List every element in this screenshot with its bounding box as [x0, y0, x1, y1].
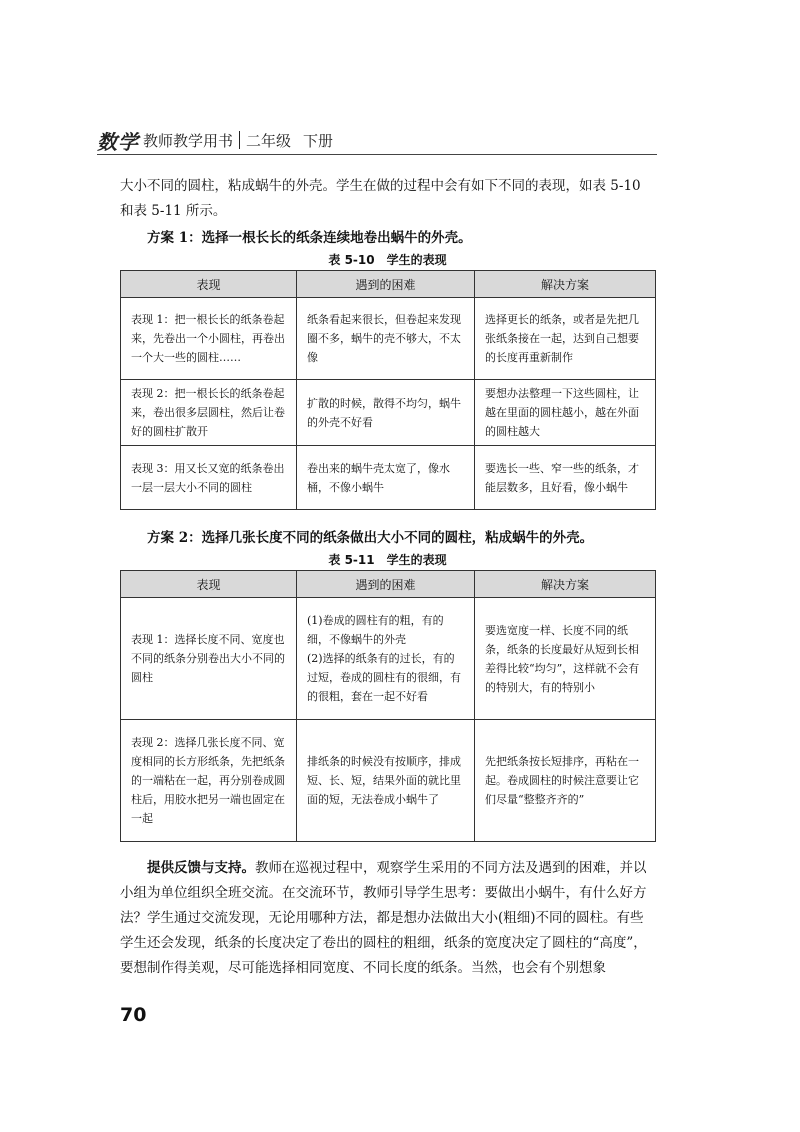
- subject-logo: 数学: [97, 129, 139, 154]
- table-row: [121, 720, 656, 842]
- feedback-text: 教师在巡视过程中，观察学生采用的不同方法及遇到的困难，并以小组为单位组织全班交流。在交流环节，教师引导学生思考：要做出小蜗牛，有什么好方法？学生通过交流发现，无论用哪种方法，都是想办法做出大小(粗细)不同的圆柱。有些学生还会发现，纸条的长度决定了卷出的圆柱的粗细，纸条的宽度决定了圆柱的“高度”，要想制作得美观，尽可能选择相同宽度、不同长度的纸条。当然，也会有个别想象: [120, 860, 647, 976]
- feedback-lead: 提供反馈与支持。: [147, 860, 255, 876]
- intro-paragraph: 大小不同的圆柱，粘成蜗牛的外壳。学生在做的过程中会有如下不同的表现，如表 5-10 和表 5-11 所示。: [120, 178, 641, 219]
- table-cell: 表现 1：选择长度不同、宽度也不同的纸条分别卷出大小不同的圆柱: [121, 598, 297, 720]
- table-cell: 表现 2：选择几张长度不同、宽度相同的长方形纸条，先把纸条的一端粘在一起，再分别卷成圆柱后，用胶水把另一端也固定在一起: [121, 720, 297, 842]
- table-cell: 纸条看起来很长，但卷起来发现圈不多，蜗牛的壳不够大，不太像: [297, 298, 475, 380]
- table-cell: (1)卷成的圆柱有的粗，有的细，不像蜗牛的外壳 (2)选择的纸条有的过长，有的过短，卷成的圆柱有的很细，有的很粗，套在一起不好看: [297, 598, 475, 720]
- table-row: [121, 380, 656, 446]
- grade-label: 二年级: [246, 131, 292, 150]
- table-cell: 要选宽度一样、长度不同的纸条，纸条的长度最好从短到长相差得比较“均匀”，这样就不会有的特别大，有的特别小: [475, 598, 656, 720]
- running-header: [97, 128, 333, 152]
- table-cell: 扩散的时候，散得不均匀，蜗牛的外壳不好看: [297, 380, 475, 446]
- table-row: [121, 598, 656, 720]
- table-cell: 表现 1：把一根长长的纸条卷起来，先卷出一个小圆柱，再卷出一个大一些的圆柱……: [121, 298, 297, 380]
- table-cell: 表现 3：用又长又宽的纸条卷出一层一层大小不同的圆柱: [121, 446, 297, 510]
- column-header-solution: 解决方案: [475, 571, 656, 598]
- table-cell: 排纸条的时候没有按顺序，排成短、长、短，结果外面的就比里面的短，无法卷成小蜗牛了: [297, 720, 475, 842]
- page-number: 70: [120, 1004, 147, 1026]
- table-5-10: [120, 270, 656, 510]
- plan-2-heading: 方案 2：选择几张长度不同的纸条做出大小不同的圆柱，粘成蜗牛的外壳。: [147, 530, 594, 546]
- column-header-difficulty: 遇到的困难: [297, 271, 475, 298]
- column-header-performance: 表现: [121, 571, 297, 598]
- table-row: [121, 298, 656, 380]
- table-5-11: [120, 570, 656, 842]
- table-header-row: [121, 271, 656, 298]
- table-cell: 要选长一些、窄一些的纸条，才能层数多，且好看，像小蜗牛: [475, 446, 656, 510]
- feedback-paragraph: [120, 856, 655, 981]
- book-title: 教师教学用书: [143, 131, 234, 150]
- table-1-caption: 表 5-10 学生的表现: [328, 253, 447, 267]
- table-cell: 要想办法整理一下这些圆柱，让越在里面的圆柱越小，越在外面的圆柱越大: [475, 380, 656, 446]
- table-2-caption: 表 5-11 学生的表现: [328, 553, 447, 567]
- column-header-solution: 解决方案: [475, 271, 656, 298]
- plan-1-heading: 方案 1：选择一根长长的纸条连续地卷出蜗牛的外壳。: [147, 230, 472, 246]
- table-cell: 选择更长的纸条，或者是先把几张纸条接在一起，达到自己想要的长度再重新制作: [475, 298, 656, 380]
- header-rule: [97, 154, 657, 155]
- column-header-performance: 表现: [121, 271, 297, 298]
- table-cell: 卷出来的蜗牛壳太宽了，像水桶，不像小蜗牛: [297, 446, 475, 510]
- table-header-row: [121, 571, 656, 598]
- column-header-difficulty: 遇到的困难: [297, 571, 475, 598]
- table-cell: 表现 2：把一根长长的纸条卷起来，卷出很多层圆柱，然后让卷好的圆柱扩散开: [121, 380, 297, 446]
- header-separator: [239, 131, 240, 149]
- table-cell: 先把纸条按长短排序，再粘在一起。卷成圆柱的时候注意要让它们尽量“整整齐齐的”: [475, 720, 656, 842]
- volume-label: 下册: [303, 131, 334, 150]
- table-row: [121, 446, 656, 510]
